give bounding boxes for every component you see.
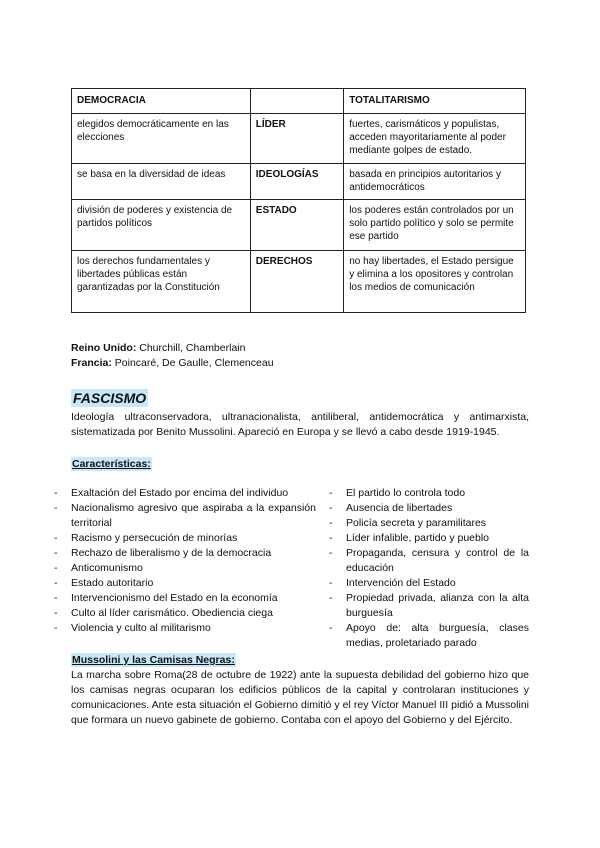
cell-totalitarismo: basada en principios autoritarios y antidemocráticos [344, 164, 526, 200]
table-row [72, 200, 526, 251]
list-item: - Propiedad privada, alianza con la alta burguesía [329, 591, 529, 621]
list-item: - Ausencia de libertades [329, 501, 529, 516]
list-item: - Policía secreta y paramilitares [329, 516, 529, 531]
fascismo-intro: Ideología ultraconservadora, ultranacionalista, antiliberal, antidemocrática y antimarxista, sistematizada por Benito Mussolini. Apareció en Europa y se llevó a cabo desde 1919-1945. [71, 411, 529, 438]
table-row [72, 251, 526, 313]
list-item: - Intervención del Estado [329, 576, 529, 591]
table-row [72, 114, 526, 164]
country-line-uk [71, 341, 274, 356]
comparison-table [71, 88, 526, 313]
section-title-fascismo: FASCISMO [73, 390, 147, 406]
table-row [72, 164, 526, 200]
header-totalitarismo: TOTALITARISMO [344, 89, 526, 114]
cell-democracia: elegidos democráticamente en las elecciones [72, 114, 251, 164]
list-item: - Exaltación del Estado por encima del individuo [54, 486, 316, 501]
list-item: - El partido lo controla todo [329, 486, 529, 501]
list-item: - Culto al líder carismático. Obediencia ciega [54, 606, 316, 621]
features-list-right [329, 486, 529, 651]
features-list-left [54, 486, 316, 636]
cell-aspect: LÍDER [250, 114, 343, 164]
cell-democracia: se basa en la diversidad de ideas [72, 164, 251, 200]
cell-aspect: DERECHOS [250, 251, 343, 313]
country-label: Reino Unido: [71, 342, 137, 354]
cell-democracia: división de poderes y existencia de partidos políticos [72, 200, 251, 251]
list-item: - Apoyo de: alta burguesía, clases medias, proletariado parado [329, 621, 529, 651]
list-item: - Propaganda, censura y control de la educación [329, 546, 529, 576]
cell-democracia: los derechos fundamentales y libertades públicas están garantizadas por la Constitución [72, 251, 251, 313]
cell-totalitarismo: no hay libertades, el Estado persigue y elimina a los opositores y controlan los medios de comunicación [344, 251, 526, 313]
country-label: Francia: [71, 357, 112, 369]
list-item: - Rechazo de liberalismo y de la democracia [54, 546, 316, 561]
list-item: - Anticomunismo [54, 561, 316, 576]
features-heading: Características: [72, 458, 151, 470]
cell-aspect: IDEOLOGÍAS [250, 164, 343, 200]
cell-aspect: ESTADO [250, 200, 343, 251]
country-line-france [71, 356, 274, 371]
list-item: - Estado autoritario [54, 576, 316, 591]
list-item: - Violencia y culto al militarismo [54, 621, 316, 636]
list-item: - Líder infalible, partido y pueblo [329, 531, 529, 546]
header-democracia: DEMOCRACIA [72, 89, 251, 114]
mussolini-heading: Mussolini y las Camisas Negras: [72, 654, 235, 666]
cell-totalitarismo: los poderes están controlados por un solo partido político y solo se permite ese partido [344, 200, 526, 251]
countries-list [71, 341, 274, 371]
country-leaders: Poincaré, De Gaulle, Clemenceau [111, 357, 274, 369]
country-leaders: Churchill, Chamberlain [136, 342, 246, 354]
table-header-row [72, 89, 526, 114]
cell-totalitarismo: fuertes, carismáticos y populistas, acceden mayoritariamente al poder mediante golpes de estado. [344, 114, 526, 164]
list-item: - Racismo y persecución de minorías [54, 531, 316, 546]
list-item: - Nacionalismo agresivo que aspiraba a la expansión territorial [54, 501, 316, 531]
list-item: - Intervencionismo del Estado en la economía [54, 591, 316, 606]
mussolini-paragraph: La marcha sobre Roma(28 de octubre de 1922) ante la supuesta debilidad del gobierno hizo que los camisas negras ocuparan los edificios públicos de la capital y controlaran instituciones y comunicaciones. Ante esta situación el Gobierno dimitió y el rey Víctor Manuel III pidió a Mussolini que formara un nuevo gabinete de gobierno. Contaba con el apoyo del Gobierno y del Ejército. [71, 669, 529, 726]
header-blank [250, 89, 343, 114]
